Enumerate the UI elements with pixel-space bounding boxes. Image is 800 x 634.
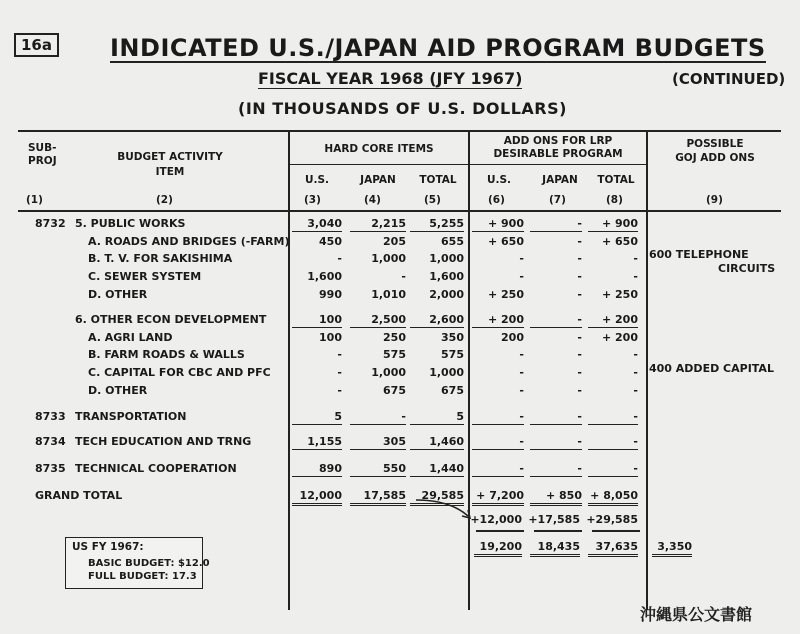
header-num-4: (4) — [364, 194, 381, 206]
header-bottom-rule — [18, 210, 781, 212]
row-cell-c4: 205 — [383, 235, 406, 248]
row-cell-c6: - — [519, 270, 524, 283]
row-cell-c4: 550 — [350, 462, 406, 477]
row-cell-c8: + 200 — [601, 331, 638, 344]
page-number-badge: 16a — [14, 33, 59, 57]
carry-total: +29,585 — [586, 513, 638, 526]
row-cell-c5: 2,600 — [410, 313, 464, 328]
us-fy-box — [65, 537, 210, 589]
header-subproj-2: PROJ — [28, 155, 57, 167]
row-cell-c4: 17,585 — [350, 489, 406, 506]
continued-label: (CONTINUED) — [672, 70, 786, 88]
row-cell-c7: - — [577, 288, 582, 301]
divider-hardcore — [288, 130, 290, 610]
row-cell-c4: 2,215 — [350, 217, 406, 232]
table-top-rule — [18, 130, 781, 132]
row-cell-c3: 1,155 — [292, 435, 342, 450]
row-cell-c3: 1,600 — [307, 270, 342, 283]
row-cell-c4: 2,500 — [350, 313, 406, 328]
header-activity: BUDGET ACTIVITY — [117, 151, 223, 163]
row-cell-c5: 1,440 — [410, 462, 464, 477]
row-cell-c3: - — [337, 348, 342, 361]
row-subproj-code: 8735 — [35, 462, 66, 475]
us-fy-full: FULL BUDGET: 17.3 — [88, 571, 197, 582]
row-cell-c7: - — [577, 366, 582, 379]
header-num-7: (7) — [549, 194, 566, 206]
row-activity-item: D. OTHER — [88, 288, 148, 301]
row-activity-item: TRANSPORTATION — [75, 410, 187, 423]
header-num-3: (3) — [304, 194, 321, 206]
header-col3-us: U.S. — [304, 174, 330, 186]
row-cell-c7: - — [577, 252, 582, 265]
row-cell-c8: + 250 — [601, 288, 638, 301]
row-cell-c5: 655 — [441, 235, 464, 248]
row-cell-c6: + 900 — [472, 217, 524, 232]
row-activity-item: B. T. V. FOR SAKISHIMA — [88, 252, 233, 265]
row-cell-c7: - — [577, 331, 582, 344]
carry-us: +12,000 — [470, 513, 522, 526]
addons-subrule — [468, 164, 646, 165]
row-cell-c3: 450 — [319, 235, 342, 248]
row-activity-item: GRAND TOTAL — [35, 489, 123, 502]
row-cell-c6: - — [519, 366, 524, 379]
row-cell-c6: - — [519, 348, 524, 361]
row-activity-item: TECHNICAL COOPERATION — [75, 462, 237, 475]
row-cell-c3: - — [337, 252, 342, 265]
header-addons: ADD ONS FOR LRP — [503, 135, 613, 147]
row-cell-c5: 1,600 — [429, 270, 464, 283]
row-subproj-code: 8734 — [35, 435, 66, 448]
divider-addons — [468, 130, 470, 610]
us-fy-basic: BASIC BUDGET: $12.0 — [88, 558, 210, 569]
header-num-6: (6) — [488, 194, 505, 206]
row-cell-c4: 250 — [383, 331, 406, 344]
header-hard-core: HARD CORE ITEMS — [324, 143, 434, 155]
row-cell-c8: + 900 — [588, 217, 638, 232]
row-cell-c3: 100 — [319, 331, 342, 344]
row-cell-c8: - — [633, 252, 638, 265]
row-cell-c5: 350 — [441, 331, 464, 344]
row-cell-c7: - — [530, 410, 582, 425]
row-cell-c5: 675 — [441, 384, 464, 397]
row-cell-c4: 1,000 — [371, 252, 406, 265]
row-cell-c5: 1,000 — [429, 366, 464, 379]
row-cell-c6: - — [472, 462, 524, 477]
row-cell-c4: - — [401, 270, 406, 283]
row-cell-c6: + 250 — [487, 288, 524, 301]
row-cell-c4: 575 — [383, 348, 406, 361]
row-cell-c3: 3,040 — [292, 217, 342, 232]
row-cell-c4: 675 — [383, 384, 406, 397]
row-goj-addon: 400 ADDED CAPITAL — [649, 362, 774, 375]
row-goj-addon: CIRCUITS — [718, 262, 776, 275]
row-activity-item: A. ROADS AND BRIDGES (-FARM) — [88, 235, 290, 248]
row-cell-c5: 5 — [410, 410, 464, 425]
final-japan: 18,435 — [530, 540, 580, 557]
row-cell-c6: + 650 — [487, 235, 524, 248]
hardcore-subrule — [288, 164, 468, 165]
carry-japan: +17,585 — [528, 513, 580, 526]
row-cell-c6: + 7,200 — [472, 489, 524, 506]
row-cell-c5: 2,000 — [429, 288, 464, 301]
row-activity-item: C. CAPITAL FOR CBC AND PFC — [88, 366, 271, 379]
carry-rule-8 — [592, 530, 640, 532]
row-cell-c8: - — [588, 462, 638, 477]
header-col7-japan: JAPAN — [542, 174, 578, 186]
row-cell-c8: + 650 — [601, 235, 638, 248]
row-cell-c4: 1,010 — [371, 288, 406, 301]
header-col5-total: TOTAL — [419, 174, 457, 186]
document-title: INDICATED U.S./JAPAN AID PROGRAM BUDGETS — [110, 34, 766, 62]
row-cell-c3: - — [337, 384, 342, 397]
final-total: 37,635 — [588, 540, 638, 557]
row-cell-c7: - — [577, 348, 582, 361]
header-col6-us: U.S. — [486, 174, 512, 186]
row-activity-item: C. SEWER SYSTEM — [88, 270, 202, 283]
row-cell-c7: - — [530, 217, 582, 232]
row-cell-c6: 200 — [501, 331, 524, 344]
header-activity-2: ITEM — [155, 166, 185, 178]
header-num-1: (1) — [26, 194, 43, 206]
row-cell-c5: 29,585 — [410, 489, 464, 506]
row-cell-c8: - — [588, 410, 638, 425]
row-cell-c4: 305 — [350, 435, 406, 450]
row-cell-c4: - — [350, 410, 406, 425]
row-subproj-code: 8733 — [35, 410, 66, 423]
carry-arrow — [410, 496, 480, 526]
header-possible: POSSIBLE — [686, 138, 744, 150]
row-cell-c5: 575 — [441, 348, 464, 361]
final-goj: 3,350 — [652, 540, 692, 557]
row-cell-c8: - — [633, 270, 638, 283]
row-cell-c6: - — [519, 384, 524, 397]
header-num-5: (5) — [424, 194, 441, 206]
final-us: 19,200 — [474, 540, 522, 557]
row-cell-c7: - — [577, 235, 582, 248]
carry-rule-7 — [534, 530, 582, 532]
row-cell-c7: - — [530, 462, 582, 477]
row-cell-c3: - — [337, 366, 342, 379]
header-possible-2: GOJ ADD ONS — [675, 152, 755, 164]
row-cell-c3: 890 — [292, 462, 342, 477]
row-activity-item: 6. OTHER ECON DEVELOPMENT — [75, 313, 267, 326]
header-addons-2: DESIRABLE PROGRAM — [493, 148, 623, 160]
archive-stamp: 沖縄県公文書館 — [640, 605, 753, 624]
row-goj-addon: 600 TELEPHONE — [649, 248, 749, 261]
row-cell-c4: 1,000 — [371, 366, 406, 379]
row-cell-c5: 5,255 — [410, 217, 464, 232]
header-subproj: SUB- — [28, 142, 57, 154]
row-cell-c6: + 200 — [472, 313, 524, 328]
header-num-9: (9) — [706, 194, 723, 206]
header-col4-japan: JAPAN — [360, 174, 396, 186]
row-cell-c5: 1,460 — [410, 435, 464, 450]
fiscal-year-subtitle: FISCAL YEAR 1968 (JFY 1967) — [258, 69, 523, 88]
row-activity-item: D. OTHER — [88, 384, 148, 397]
row-cell-c7: - — [577, 270, 582, 283]
row-cell-c8: + 200 — [588, 313, 638, 328]
row-cell-c8: + 8,050 — [588, 489, 638, 506]
row-cell-c7: - — [577, 384, 582, 397]
row-subproj-code: 8732 — [35, 217, 66, 230]
row-cell-c8: - — [588, 435, 638, 450]
header-num-8: (8) — [606, 194, 623, 206]
row-cell-c6: - — [472, 410, 524, 425]
row-activity-item: A. AGRI LAND — [88, 331, 173, 344]
row-cell-c7: + 850 — [530, 489, 582, 506]
header-num-2: (2) — [156, 194, 173, 206]
row-cell-c6: - — [519, 252, 524, 265]
row-cell-c6: - — [472, 435, 524, 450]
row-cell-c3: 100 — [292, 313, 342, 328]
us-fy-title: US FY 1967: — [72, 541, 144, 553]
divider-possible — [646, 130, 648, 610]
row-activity-item: TECH EDUCATION AND TRNG — [75, 435, 252, 448]
units-subtitle: (IN THOUSANDS OF U.S. DOLLARS) — [238, 99, 567, 118]
header-col8-total: TOTAL — [597, 174, 635, 186]
row-cell-c7: - — [530, 435, 582, 450]
row-activity-item: B. FARM ROADS & WALLS — [88, 348, 245, 361]
row-cell-c8: - — [633, 348, 638, 361]
row-cell-c8: - — [633, 384, 638, 397]
row-cell-c8: - — [633, 366, 638, 379]
row-cell-c3: 5 — [292, 410, 342, 425]
row-cell-c7: - — [530, 313, 582, 328]
row-cell-c5: 1,000 — [429, 252, 464, 265]
row-activity-item: 5. PUBLIC WORKS — [75, 217, 186, 230]
carry-rule-6 — [476, 530, 524, 532]
row-cell-c3: 12,000 — [292, 489, 342, 506]
row-cell-c3: 990 — [319, 288, 342, 301]
